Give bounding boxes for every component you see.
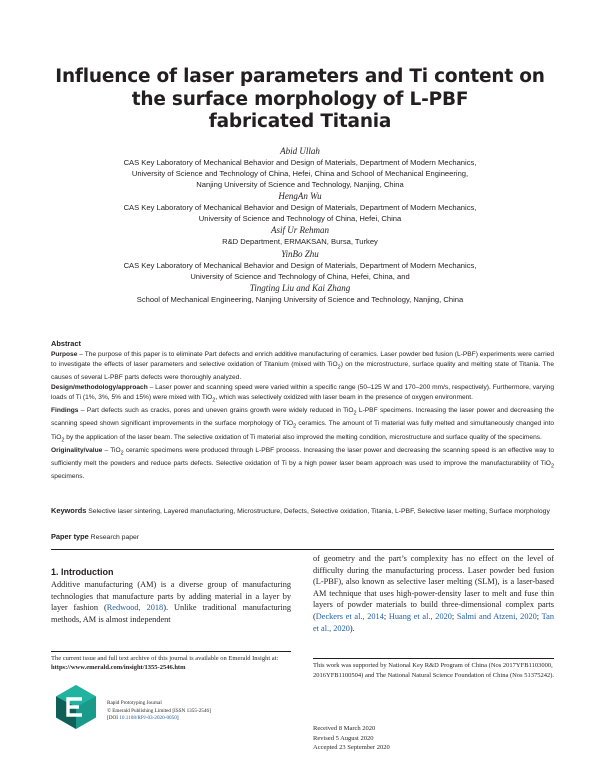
author-block <box>30 145 570 305</box>
citation-separator: ; <box>451 611 457 621</box>
doi-suffix: ] <box>176 715 179 722</box>
author-name: YinBo Zhu <box>281 248 319 259</box>
journal-doi <box>107 715 211 723</box>
title-line-1: Influence of laser parameters and Ti content on <box>55 66 545 87</box>
findings-label: Findings <box>51 407 79 415</box>
design-label: Design/methodology/approach <box>51 383 148 391</box>
article-dates <box>313 724 390 753</box>
citation-link[interactable]: Huang et al., 2020 <box>388 611 452 621</box>
body-text: of geometry and the part’s complexity has no effect on the level of difficulty during the manufacturing process. Laser powder bed fusion (L-PBF), also known as selective laser melting (SLM), is a laser-based AM technique that uses high-power-density laser to melt and fuse thin layers of powder materials to build three-dimensional complex parts ( <box>313 554 557 621</box>
abstract-heading: Abstract <box>51 339 81 348</box>
journal-publisher: © Emerald Publishing Limited [ISSN 1355-2546] <box>107 707 211 714</box>
paper-type-text: Research paper <box>88 534 140 541</box>
paper-type-label: Paper type <box>51 532 89 541</box>
date-revised: Revised 5 August 2020 <box>313 734 374 742</box>
author-name: Tingting Liu and Kai Zhang <box>249 282 351 293</box>
originality-text: ceramic specimens were produced through L-PBF process. Increasing the laser power and decreasing the scanning speed is an effective way to sufficiently melt the powders and reduce parts defects. Selective oxidation of Ti by a high power laser beam approach was used to improve the manufacturability of TiO <box>51 446 556 467</box>
findings-text: ceramics. The amount of Ti material was fully melted and simultaneously changed into TiO <box>51 420 556 441</box>
subscript: 2 <box>550 463 554 470</box>
purpose-text: ) on the microstructure, surface quality and melting state of Titania. The causes of several L-PBF parts defects were thoroughly analyzed. <box>51 360 556 382</box>
journal-name: Rapid Prototyping Journal <box>107 700 162 706</box>
subscript: 2 <box>212 397 216 404</box>
affiliation-line: CAS Key Laboratory of Mechanical Behavior and Design of Materials, Department of Modern Mechanics, <box>123 203 477 213</box>
doi-prefix: [DOI <box>107 715 120 722</box>
affiliation-line: CAS Key Laboratory of Mechanical Behavior and Design of Materials, Department of Modern Mechanics, <box>123 158 477 167</box>
affiliation-line: University of Science and Technology of China, Hefei, China, and <box>190 271 410 281</box>
abstract-originality <box>51 446 554 482</box>
affiliation-line: School of Mechanical Engineering, Nanjing University of Science and Technology, Nanjing, China <box>136 294 464 304</box>
journal-info <box>107 700 211 723</box>
abstract-design <box>51 383 554 406</box>
subscript: 2 <box>353 410 357 417</box>
purpose-text: – The purpose of this paper is to eliminate Part defects and enrich additive manufacturing of ceramics. Laser powder bed fusion (L-PBF) experiments were carried to investigate the effects of laser parameters and selective oxidation of Titanium (mixed with TiO <box>51 350 556 368</box>
findings-text: by the application of the laser beam. The selective oxidation of Ti material also improved the melting condition, microstructure and surface quality of the specimens. <box>64 433 542 441</box>
body-text: ). <box>349 623 355 633</box>
funding-note: This work was supported by National Key R&D Program of China (Nos 2017YFB1103000, 2016YFB1100504) and The National Natural Science Foundation of China (Nos 51375242). <box>313 658 554 680</box>
citation-link[interactable]: Salmi and Atzeni, 2020 <box>456 611 537 621</box>
keywords-text: Selective laser sintering, Layered manufacturing, Microstructure, Defects, Selective oxidation, Titania, L-PBF, Selective laser melting, Surface morphology <box>86 508 550 515</box>
originality-label: Originality/value <box>51 446 103 454</box>
body-column-left <box>51 579 294 625</box>
paper-title <box>40 66 560 134</box>
emerald-publishing-logo-icon <box>53 684 99 730</box>
affiliation-line: University of Science and Technology of China, Hefei, China and School of Mechanical Engineering, <box>131 169 469 179</box>
originality-text: – TiO <box>102 446 121 454</box>
citation-separator: ; <box>383 611 389 621</box>
archive-url-link[interactable]: https://www.emerald.com/insight/1355-2546.htm <box>51 664 186 672</box>
author-name: HengAn Wu <box>278 191 322 202</box>
abstract <box>51 339 554 482</box>
findings-text: – Part defects such as cracks, pores and uneven grains growth were widely reduced in TiO <box>78 407 354 415</box>
title-line-2: the surface morphology of L-PBF <box>131 88 469 110</box>
keywords <box>51 506 554 517</box>
affiliation-line: R&D Department, ERMAKSAN, Bursa, Turkey <box>222 237 378 247</box>
section-heading: 1. Introduction <box>51 567 114 577</box>
findings-text: L-PBF specimens. Increasing the laser power and decreasing the scanning speed shown significant improvements in the surface morphology of TiO <box>51 407 556 428</box>
citation-link[interactable]: Tan et al., 2020 <box>313 611 557 633</box>
citation-link[interactable]: Deckers et al., 2014 <box>315 611 384 621</box>
doi-link[interactable]: 10.1108/RPJ-03-2020-0050 <box>119 715 177 722</box>
design-text: , which was selectively oxidized with laser beam in the presence of oxygen environment. <box>215 393 473 401</box>
subscript: 2 <box>293 423 297 430</box>
design-text: – Laser power and scanning speed were varied within a specific range (50–125 W and 170–200 mm/s, respectively). Furthermore, varying loads of Ti (1%, 3%, 5% and 15%) were mixed with TiO <box>51 383 556 401</box>
abstract-purpose <box>51 350 554 383</box>
affiliation-line: Nanjing University of Science and Technology, Nanjing, China <box>196 180 404 190</box>
affiliation-line: CAS Key Laboratory of Mechanical Behavior and Design of Materials, Department of Modern Mechanics, <box>123 260 477 270</box>
citation-separator: ; <box>536 611 542 621</box>
date-accepted: Accepted 23 September 2020 <box>313 744 390 752</box>
subscript: 2 <box>120 450 124 457</box>
paper-type <box>51 532 139 541</box>
body-text: Additive manufacturing (AM) is a diverse group of manufacturing technologies that manufacture parts by adding material in a layer by layer fashion ( <box>51 580 294 613</box>
subscript: 2 <box>337 364 341 371</box>
citation-link[interactable]: Redwood, 2018 <box>106 603 164 613</box>
affiliation-line: University of Science and Technology of China, Hefei, China <box>198 214 402 224</box>
author-name: Asif Ur Rehman <box>271 225 329 236</box>
abstract-findings <box>51 406 554 446</box>
keywords-label: Keywords <box>51 506 87 515</box>
footnote-text: The current issue and full text archive of this journal is available on Emerald Insight at: <box>51 655 280 662</box>
date-received: Received 8 March 2020 <box>313 725 376 732</box>
originality-text: specimens. <box>51 459 556 481</box>
subscript: 2 <box>61 436 65 443</box>
title-line-3: fabricated Titania <box>208 111 392 132</box>
body-column-right <box>313 553 557 634</box>
author-name: Abid Ullah <box>280 146 320 156</box>
archive-footnote <box>51 651 291 673</box>
purpose-label: Purpose <box>51 350 78 358</box>
divider <box>51 549 554 550</box>
body-text: ). Unlike traditional manufacturing methods, AM is almost independent <box>51 603 294 624</box>
